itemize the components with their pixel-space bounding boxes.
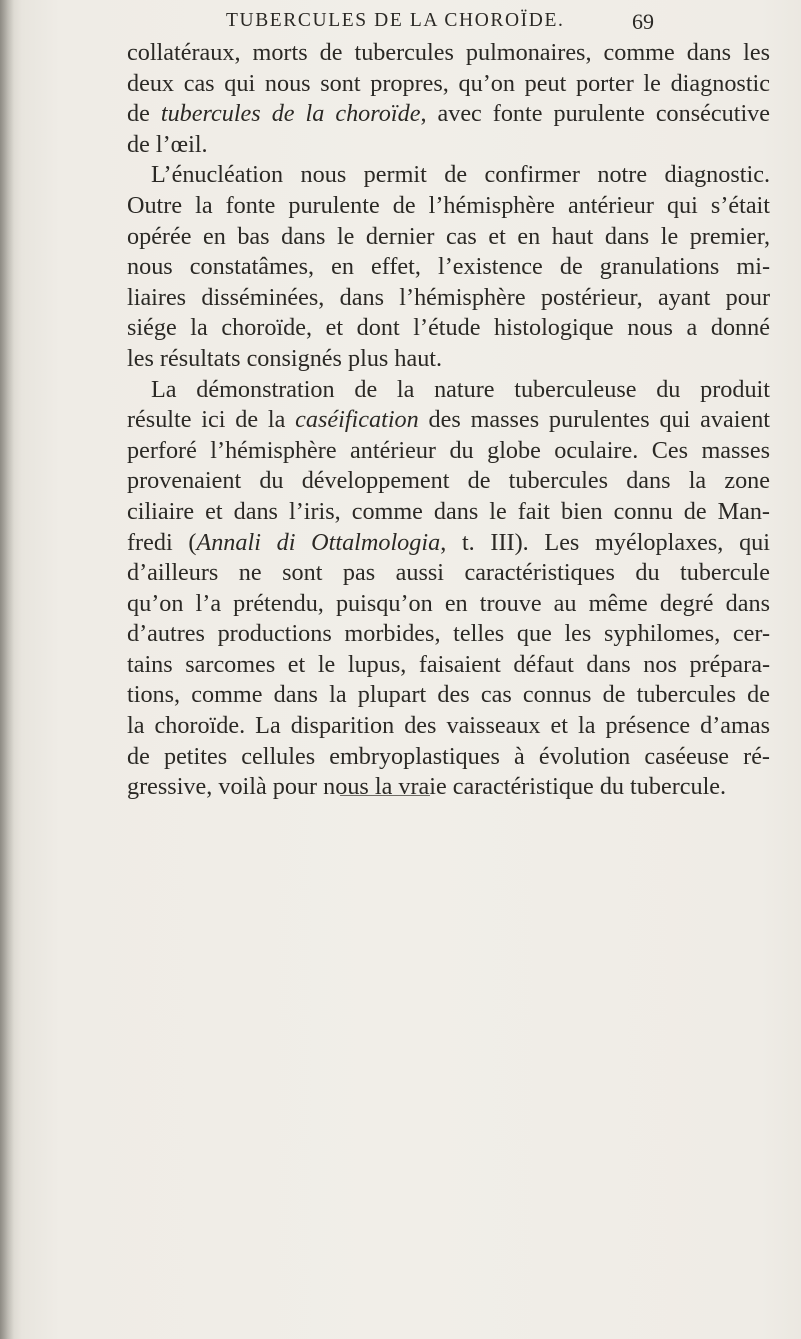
text-line: liaires disséminées, dans l’hémisphère postérieur, ayant pour (127, 283, 770, 311)
text-line: collatéraux, morts de tubercules pulmonaires, comme dans les (127, 39, 770, 66)
text-line: nous constatâmes, en effet, l’existence de granulations mi- (127, 253, 770, 281)
binding-gutter-shadow (0, 0, 14, 1339)
text-line: perforé l’hémisphère antérieur du globe oculaire. Ces masses (127, 436, 770, 464)
text-line: Outre la fonte purulente de l’hémisphère antérieur qui s’était (127, 191, 770, 219)
text-line: les résultats consignés plus haut. (127, 344, 443, 372)
running-title: TUBERCULES DE LA CHOROÏDE. (226, 10, 565, 31)
text-line: ciliaire et dans l’iris, comme dans le fait bien connu de Man- (127, 497, 770, 525)
text-line: résulte ici de la caséification des masses purulentes qui avaient (127, 406, 771, 434)
text-line: qu’on l’a prétendu, puisqu’on en trouve au même degré dans (127, 589, 770, 617)
text-line: de tubercules de la choroïde, avec fonte purulente consécutive (127, 100, 770, 128)
text-line: d’autres productions morbides, telles que les syphilomes, cer- (127, 620, 770, 648)
text-line: de l’œil. (127, 130, 208, 158)
paragraph-start-line: L’énucléation nous permit de confirmer notre diagnostic. (151, 161, 770, 189)
text-line: tions, comme dans la plupart des cas connus de tubercules de (127, 681, 770, 709)
italic-term: caséification (295, 406, 419, 434)
text-line: gressive, voilà pour nous la vraie caractéristique du tubercule. (127, 773, 727, 801)
section-end-rule (340, 795, 430, 796)
italic-term: tubercules de la choroïde (160, 100, 421, 128)
running-header (0, 10, 801, 36)
text-line: deux cas qui nous sont propres, qu’on peut porter le diagnostic (127, 69, 770, 97)
text-line: d’ailleurs ne sont pas aussi caractéristiques du tubercule (127, 559, 770, 587)
text-line: siége la choroïde, et dont l’étude histologique nous a donné (127, 314, 770, 342)
text-line: fredi (Annali di Ottalmologia, t. III). Les myéloplaxes, qui (127, 528, 770, 556)
body-text (127, 38, 770, 803)
italic-citation: Annali di Ottalmologia (196, 528, 441, 556)
text-line: de petites cellules embryoplastiques à évolution caséeuse ré- (127, 742, 770, 770)
text-line: opérée en bas dans le dernier cas et en haut dans le premier, (127, 222, 770, 250)
page-number: 69 (632, 9, 654, 34)
paragraph-start-line: La démonstration de la nature tuberculeuse du produit (151, 375, 770, 403)
text-line: provenaient du développement de tubercules dans la zone (127, 467, 770, 495)
text-line: la choroïde. La disparition des vaisseaux et la présence d’amas (127, 712, 770, 740)
text-line: tains sarcomes et le lupus, faisaient défaut dans nos prépara- (127, 650, 770, 678)
